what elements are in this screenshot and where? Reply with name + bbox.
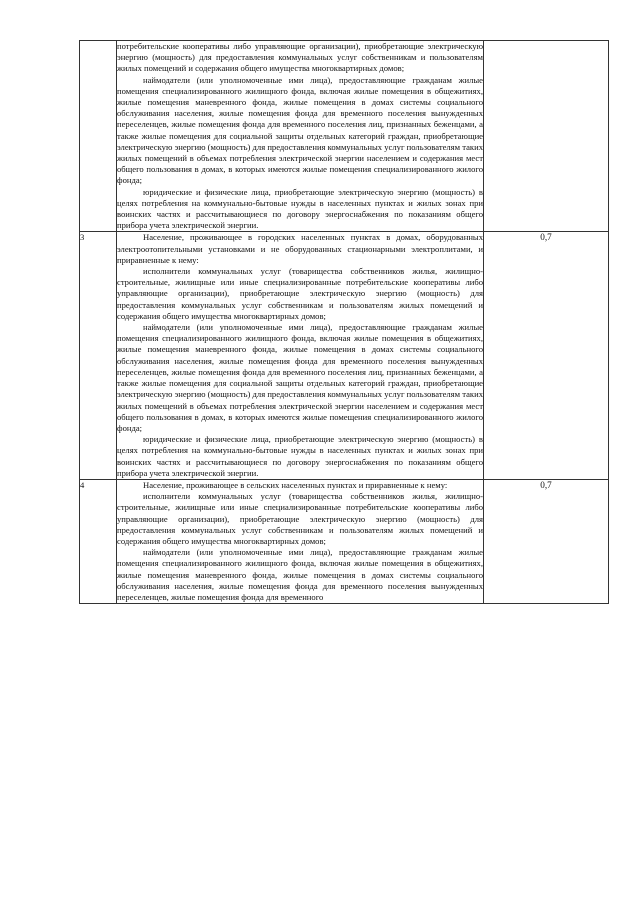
coefficient-value — [484, 41, 609, 232]
paragraph: Население, проживающее в сельских населенных пунктах и приравненные к нему: — [143, 479, 448, 490]
consumer-category-cell — [117, 479, 484, 603]
table-row — [80, 41, 609, 232]
coefficient-value: 0,7 — [484, 232, 609, 479]
table-row — [80, 232, 609, 479]
paragraph: наймодатели (или уполномоченные ими лица), предоставляющие гражданам жилые помещения специализированного жилищного фонда, включая жилые помещения в общежитиях, жилые помещения маневренного фонда, жилые помещения в домах системы социального обслуживания населения, жилые помещения фонда для временного поселения вынужденных переселенцев, жилые помещения фонда для временного — [117, 547, 483, 602]
paragraph: потребительские кооперативы либо управляющие организации), приобретающие электрическую энергию (мощность) для предоставления коммунальных услуг собственникам и пользователям жилых помещений и содержания общего имущества многоквартирных домов; — [117, 41, 483, 74]
paragraph: наймодатели (или уполномоченные ими лица), предоставляющие гражданам жилые помещения специализированного жилищного фонда, включая жилые помещения в общежитиях, жилые помещения маневренного фонда, жилые помещения в домах системы социального обслуживания населения, жилые помещения фонда для временного поселения вынужденных переселенцев, жилые помещения фонда для временного поселения лиц, признанных беженцами, а также жилые помещения для социальной защиты отдельных категорий граждан, приобретающие электрическую энергию (мощность) для предоставления коммунальных услуг пользователям таких жилых помещений в объемах потребления электрической энергии населением и содержания мест общего пользования в домах, в которых имеются жилые помещения специализированного жилого фонда; — [117, 74, 483, 186]
consumer-category-cell — [117, 41, 484, 232]
paragraph: Население, проживающее в городских населенных пунктах в домах, оборудованных электроотопительными установками и не оборудованных стационарными электроплитами, и приравненные к нему: — [117, 232, 483, 265]
paragraph: исполнители коммунальных услуг (товарищества собственников жилья, жилищно-строительные, жилищные или иные специализированные потребительские кооперативы либо управляющие организации), приобретающие электрическую энергию (мощность) для предоставления коммунальных услуг собственникам и пользователям жилых помещений и содержания общего имущества многоквартирных домов; — [117, 266, 483, 321]
paragraph: юридические и физические лица, приобретающие электрическую энергию (мощность) в целях потребления на коммунально-бытовые нужды в населенных пунктах и жилых зонах при воинских частях и рассчитывающиеся по договору энергоснабжения по показаниям общего прибора учета электрической энергии. — [117, 434, 483, 478]
row-number — [80, 41, 117, 232]
paragraph: юридические и физические лица, приобретающие электрическую энергию (мощность) в целях потребления на коммунально-бытовые нужды в населенных пунктах и жилых зонах при воинских частях и рассчитывающиеся по договору энергоснабжения по показаниям общего прибора учета электрической энергии. — [117, 186, 483, 231]
row-number: 3 — [80, 232, 117, 479]
document-page — [79, 40, 607, 604]
table-row — [80, 479, 609, 603]
paragraph: исполнители коммунальных услуг (товарищества собственников жилья, жилищно-строительные, жилищные или иные специализированные потребительские кооперативы либо управляющие организации), приобретающие электрическую энергию (мощность) для предоставления коммунальных услуг собственникам и пользователям жилых помещений и содержания общего имущества многоквартирных домов; — [117, 491, 483, 546]
paragraph: наймодатели (или уполномоченные ими лица), предоставляющие гражданам жилые помещения специализированного жилищного фонда, включая жилые помещения в общежитиях, жилые помещения маневренного фонда, жилые помещения в домах системы социального обслуживания населения, жилые помещения фонда для временного поселения вынужденных переселенцев, жилые помещения фонда для временного поселения лиц, признанных беженцами, а также жилые помещения для социальной защиты отдельных категорий граждан, приобретающие электрическую энергию (мощность) для предоставления коммунальных услуг пользователям таких жилых помещений в объемах потребления электрической энергии населением и содержания мест общего пользования в домах, в которых имеются жилые помещения специализированного жилого фонда; — [117, 322, 483, 433]
coefficient-value: 0,7 — [484, 479, 609, 603]
row-number: 4 — [80, 479, 117, 603]
tariff-table — [79, 40, 609, 604]
consumer-category-cell — [117, 232, 484, 479]
